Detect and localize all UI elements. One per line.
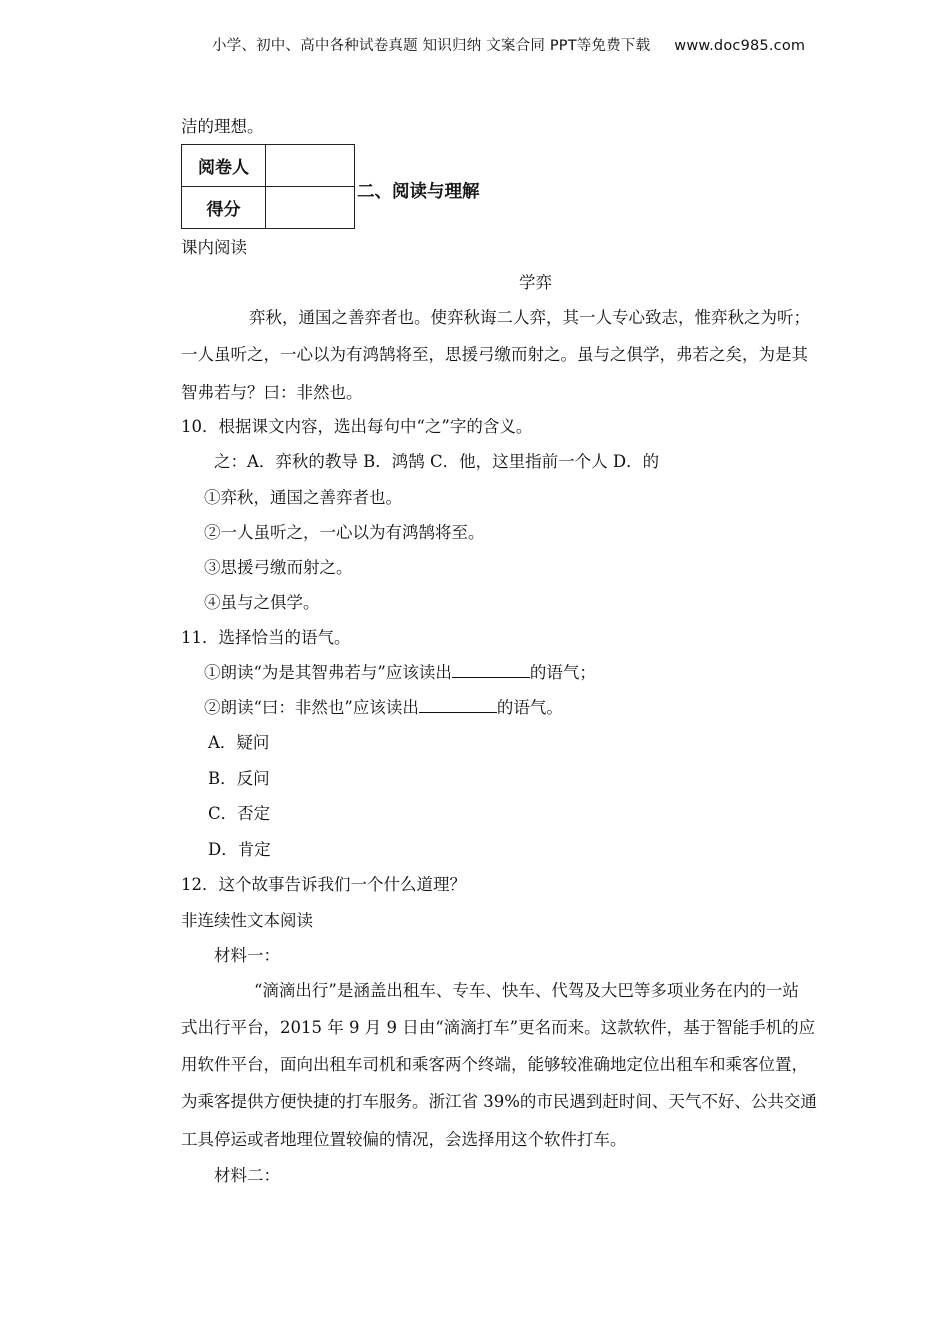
- reviewer-label: 阅卷人: [182, 145, 266, 187]
- material1-line: “滴滴出行”是涵盖出租车、专车、快车、代驾及大巴等多项业务在内的一站: [254, 981, 799, 1000]
- page-header: [212, 34, 805, 55]
- material2-label: 材料二：: [214, 1166, 280, 1185]
- material1-label: 材料一：: [214, 946, 280, 965]
- score-field[interactable]: [266, 187, 355, 229]
- passage-line: 弈秋，通国之善弈者也。使弈秋诲二人弈，其一人专心致志，惟弈秋之为听；: [249, 308, 810, 327]
- passage-line: 一人虽听之，一心以为有鸿鹄将至，思援弓缴而射之。虽与之俱学，弗若之矣，为是其: [181, 345, 808, 364]
- reading1-label: 课内阅读: [181, 238, 247, 257]
- section-title: 二、阅读与理解: [357, 182, 480, 202]
- q10-item: ①弈秋，通国之善弈者也。: [204, 488, 402, 507]
- q11-option[interactable]: C．否定: [208, 804, 271, 823]
- material1-line: 式出行平台，2015 年 9 月 9 日由“滴滴打车”更名而来。这款软件，基于智能手机的应: [181, 1018, 816, 1037]
- q10-item: ②一人虽听之，一心以为有鸿鹄将至。: [204, 523, 485, 542]
- reading2-label: 非连续性文本阅读: [181, 911, 313, 930]
- passage-line: 智弗若与？曰：非然也。: [181, 383, 363, 402]
- intro-tail: 洁的理想。: [181, 117, 264, 136]
- score-label: 得分: [182, 187, 266, 229]
- q11-option[interactable]: A．疑问: [208, 733, 270, 752]
- q11-option[interactable]: B．反问: [208, 769, 270, 788]
- q11-stem: 11．选择恰当的语气。: [181, 628, 351, 647]
- score-box: [181, 144, 355, 229]
- q11-item1-post: 的语气；: [529, 663, 596, 682]
- material1-line: 工具停运或者地理位置较偏的情况，会选择用这个软件打车。: [181, 1130, 627, 1149]
- header-slogan: 小学、初中、高中各种试卷真题 知识归纳 文案合同 PPT等免费下载: [212, 38, 651, 54]
- q10-item: ④虽与之俱学。: [204, 593, 320, 612]
- q10-choices: 之：A．弈秋的教导 B．鸿鹄 C．他，这里指前一个人 D．的: [214, 452, 660, 471]
- q11-item: [204, 694, 563, 718]
- answer-blank[interactable]: [452, 663, 530, 678]
- q11-item2-post: 的语气。: [496, 698, 563, 717]
- header-url[interactable]: www.doc985.com: [674, 38, 806, 54]
- q10-stem: 10．根据课文内容，选出每句中“之”字的含义。: [181, 417, 533, 436]
- q11-item1-pre: ①朗读“为是其智弗若与”应该读出: [204, 663, 452, 682]
- q12-stem: 12．这个故事告诉我们一个什么道理？: [181, 875, 466, 894]
- q11-item: [204, 659, 596, 683]
- passage-title: 学弈: [519, 273, 552, 292]
- q10-item: ③思援弓缴而射之。: [204, 558, 353, 577]
- material1-line: 用软件平台，面向出租车司机和乘客两个终端，能够较准确地定位出租车和乘客位置，: [181, 1055, 808, 1074]
- reviewer-field[interactable]: [266, 145, 355, 187]
- q11-option[interactable]: D．肯定: [208, 840, 271, 859]
- q11-item2-pre: ②朗读“曰：非然也”应该读出: [204, 698, 419, 717]
- material1-line: 为乘客提供方便快捷的打车服务。浙江省 39%的市民遇到赶时间、天气不好、公共交通: [181, 1092, 817, 1111]
- answer-blank[interactable]: [419, 698, 497, 713]
